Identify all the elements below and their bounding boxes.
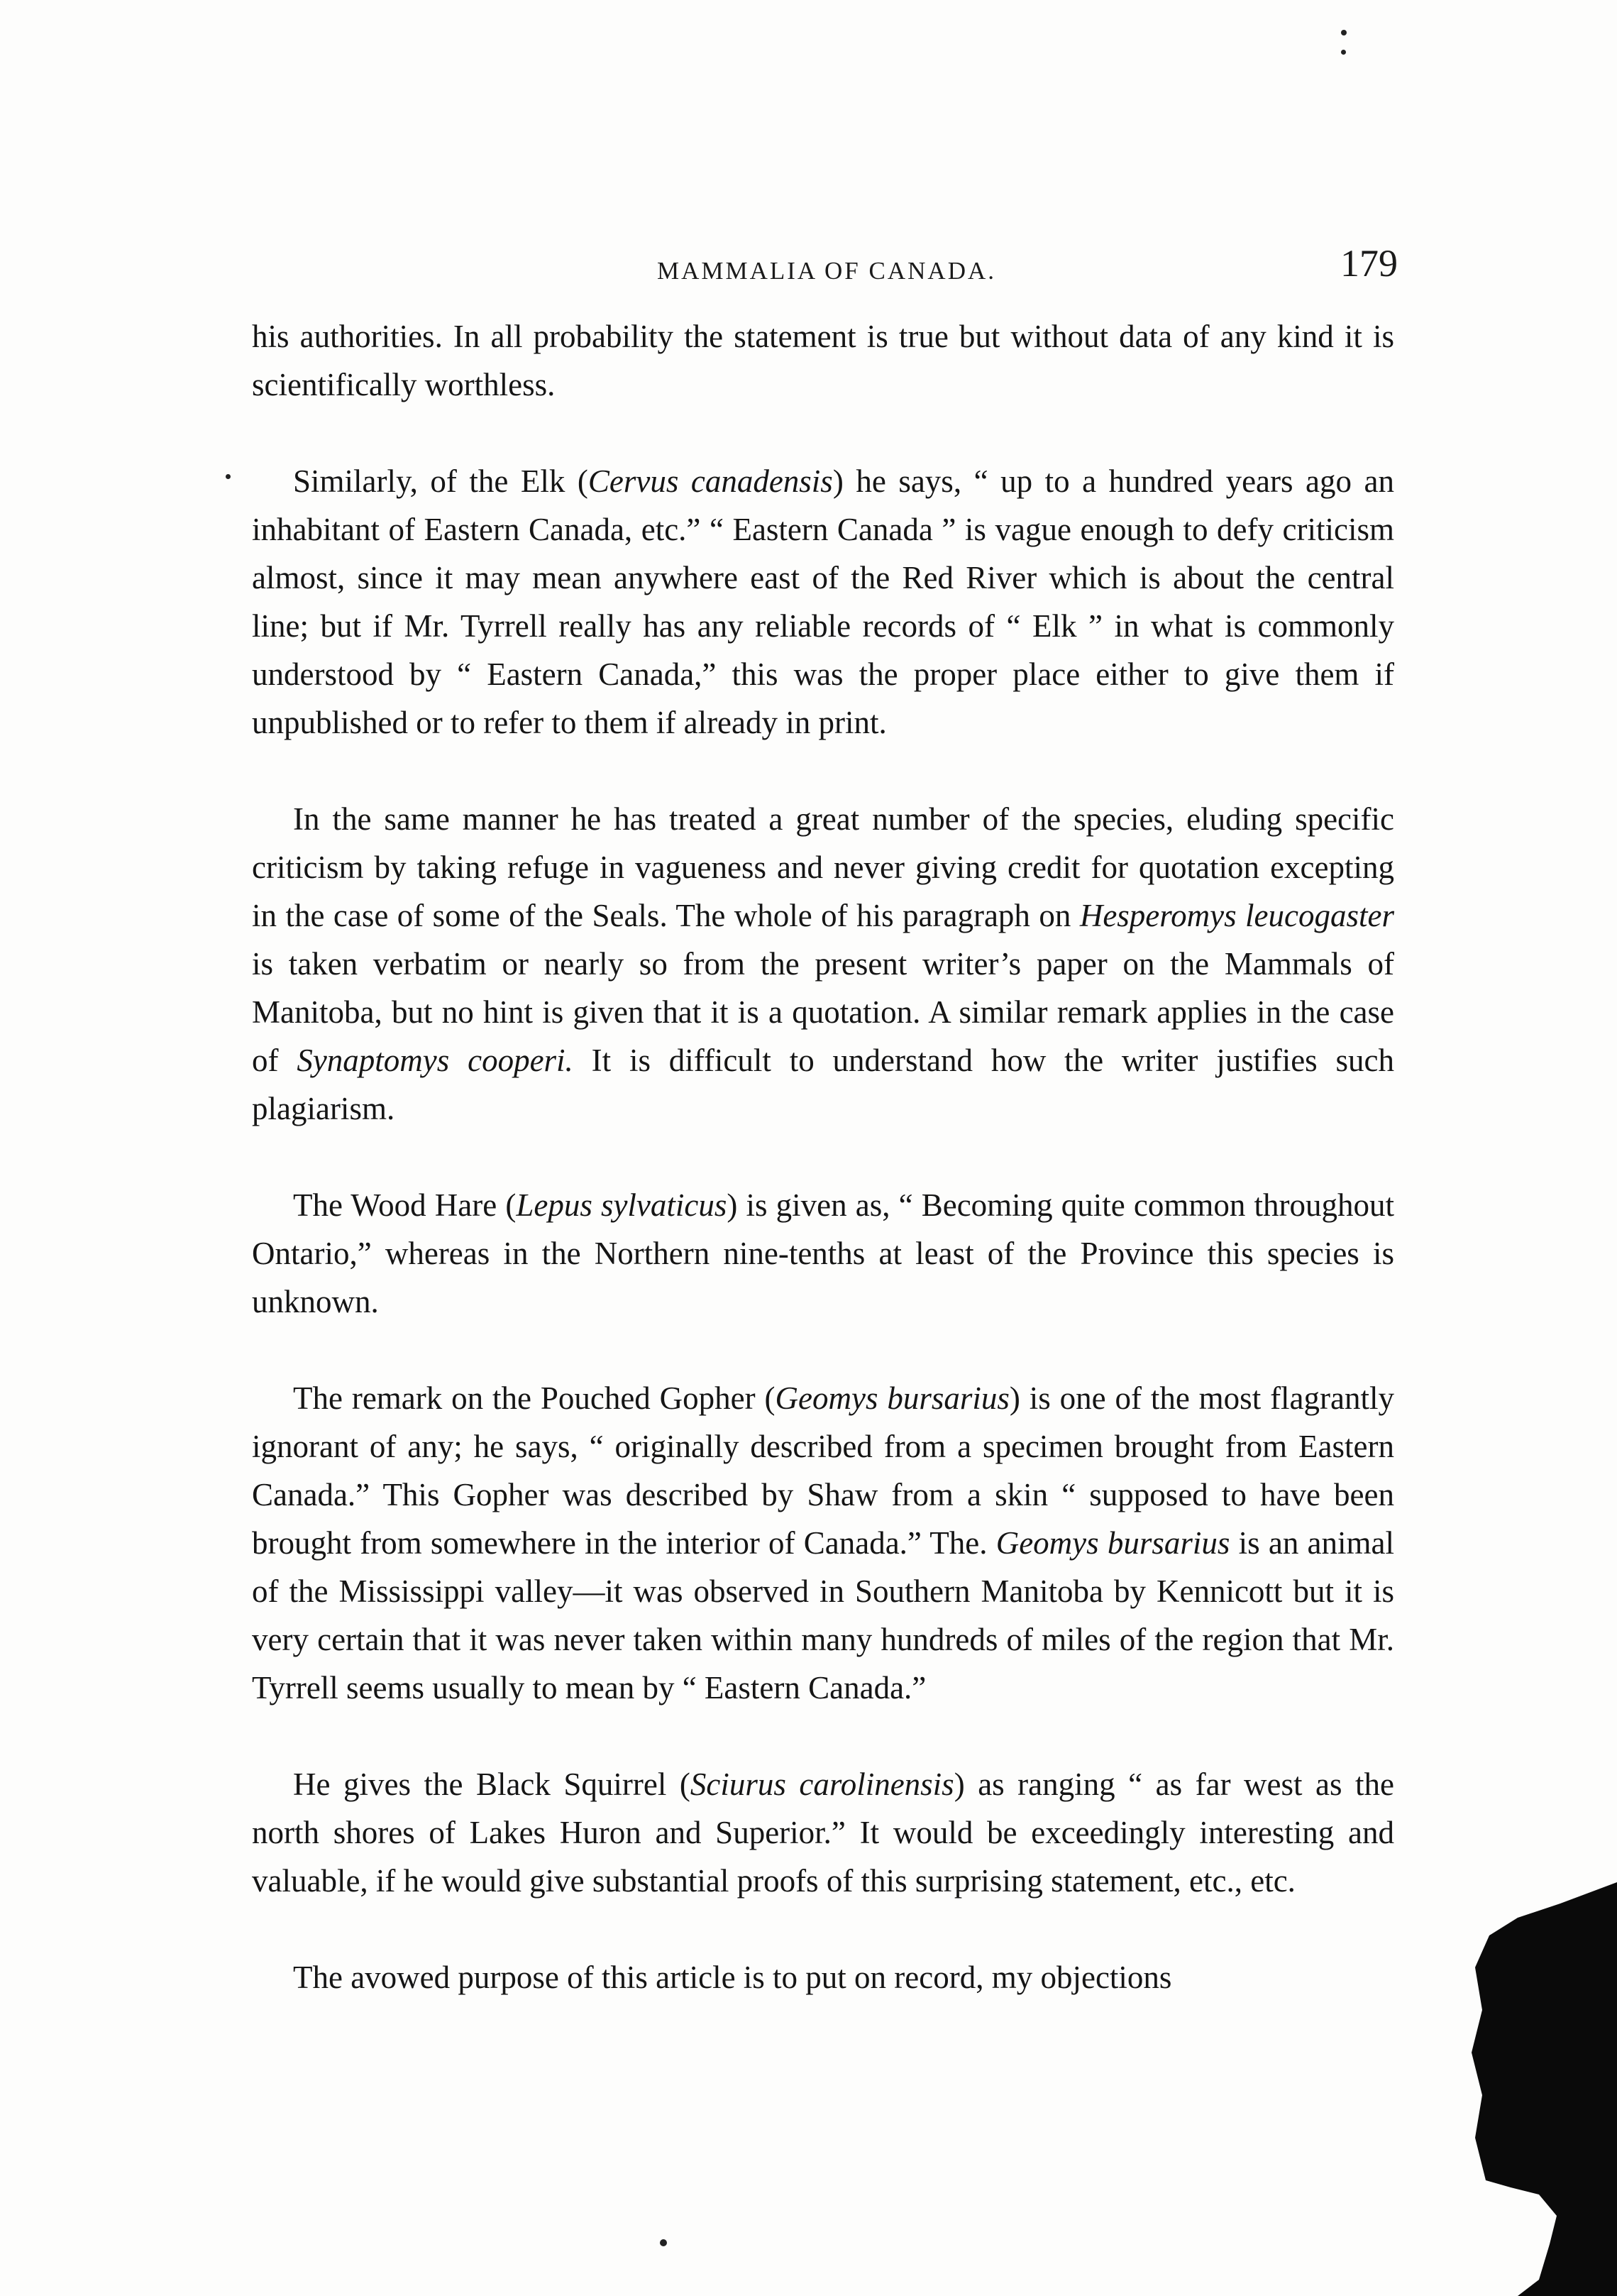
- text-run: The avowed purpose of this article is to put on record, my objections: [293, 1960, 1172, 1995]
- text-run: ) as ranging “ as far west as the north shores of Lakes Huron and Superior.” It would be exceedingly interesting and valuable, if he would give substantial proofs of this surprising statement, etc., etc.: [252, 1767, 1395, 1899]
- species-name: Lepus sylvaticus: [516, 1187, 727, 1223]
- scan-ink-blot: [1433, 1882, 1617, 2296]
- text-run: is an animal of the Mississippi valley—it was observed in Southern Manitoba by Kennicott but it is very certain that it was never taken within many hundreds of miles of the region that Mr. Tyrrell seems usually to mean by “ Eastern Canada.”: [252, 1525, 1394, 1705]
- paragraph: [252, 457, 1394, 747]
- page-number: 179: [1340, 242, 1398, 285]
- text-run: In the same manner he has treated a great number of the species, eluding specific criticism by taking refuge in vagueness and never giving credit for quotation excepting in the case of some of the Seals. The whole of his paragraph on: [252, 801, 1394, 933]
- text-run: Similarly, of the Elk (: [293, 463, 588, 499]
- page-header: [255, 241, 1398, 298]
- speck-bottom: [660, 2239, 667, 2246]
- text-run: ) is given as, “ Becoming quite common throughout Ontario,” whereas in the Northern nine-tenths at least of the Province this species is unknown.: [252, 1187, 1394, 1319]
- text-run: It is difficult to understand how the writer justifies such plagiarism.: [252, 1043, 1394, 1126]
- species-name: Geomys bursarius: [775, 1380, 1010, 1416]
- running-title: MAMMALIA OF CANADA.: [656, 257, 996, 285]
- text-run: The remark on the Pouched Gopher (: [293, 1380, 776, 1416]
- species-name: Sciurus carolinensis: [690, 1767, 954, 1802]
- text-run: his authorities. In all probability the statement is true but without data of any kind it is scientifically worthless.: [252, 319, 1394, 402]
- speck-top-2: [1341, 50, 1346, 55]
- paragraph: [252, 1760, 1394, 1905]
- text-run: ) is one of the most flagrantly ignorant of any; he says, “ originally described from a specimen brought from Eastern Canada.” This Gopher was described by Shaw from a skin “ supposed to have been brought from somewhere in the interior of Canada.” The.: [252, 1380, 1394, 1561]
- text-run: is taken verbatim or nearly so from the present writer’s paper on the Mammals of Manitoba, but no hint is given that it is a quotation. A similar remark applies in the case of: [252, 946, 1394, 1078]
- paragraph: [252, 312, 1394, 409]
- species-name: Hesperomys leucogaster: [1079, 898, 1395, 933]
- text-run: ) he says, “ up to a hundred years ago an inhabitant of Eastern Canada, etc.” “ Eastern Canada ” is vague enough to defy criticism almost, since it may mean anywhere east of the Red River which is about the central line; but if Mr. Tyrrell really has any reliable records of “ Elk ” in what is commonly understood by “ Eastern Canada,” this was the proper place either to give them if unpublished or to refer to them if already in print.: [252, 463, 1394, 740]
- speck-left: [226, 474, 231, 479]
- paragraph: [252, 1374, 1394, 1712]
- species-name: Synaptomys cooperi.: [297, 1043, 573, 1078]
- text-run: He gives the Black Squirrel (: [293, 1767, 690, 1802]
- text-run: The Wood Hare (: [293, 1187, 517, 1223]
- species-name: Geomys bursarius: [995, 1525, 1230, 1561]
- species-name: Cervus canadensis: [587, 463, 833, 499]
- paragraph: [252, 795, 1394, 1133]
- paragraph: [252, 1181, 1394, 1326]
- paragraph: [252, 1953, 1394, 2001]
- body-text: [252, 312, 1394, 2001]
- speck-top: [1341, 30, 1347, 35]
